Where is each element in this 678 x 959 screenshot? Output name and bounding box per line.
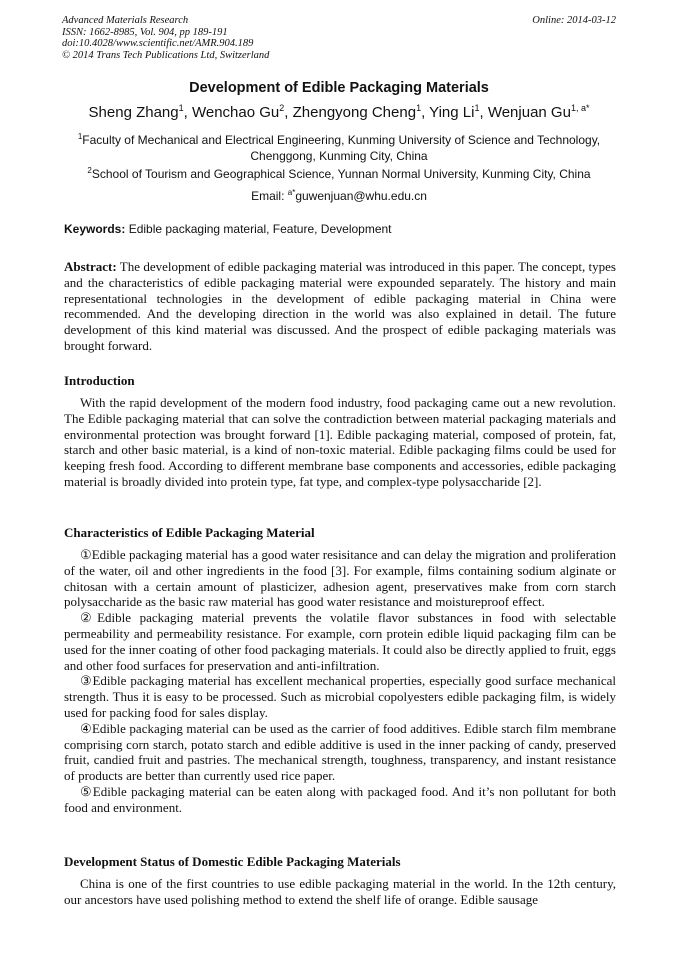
item-text: Edible packaging material prevents the volatile flavor substances in food with selectable permeability and permeability resistance. For example, corn protein edible liquid packaging film can be used for the inner coating of other food packaging materials. It could also be directly applied to fruit, eggs and other food surfaces for preservation and anti-infiltration.	[64, 610, 616, 673]
author-name: Sheng Zhang	[88, 104, 179, 121]
item-number: ①	[80, 547, 92, 562]
author-name: Zhengyong Cheng	[292, 104, 417, 121]
author-affil-sup: 1	[474, 103, 480, 113]
email-sup: a*	[287, 188, 296, 197]
keywords-label: Keywords:	[64, 222, 126, 236]
item-text: Edible packaging material can be used as the carrier of food additives. Edible starch film membrane comprising corn starch, potato starch and edible additive is used in the inner packing of candy, preserved fruit, candied fruit and pastries. The mechanical strength, toughness, transparency, and instant resistance of products are better than currently used rice paper.	[64, 720, 617, 784]
author-affil-sup: 1	[416, 103, 422, 113]
section-heading-characteristics: Characteristics of Edible Packaging Material	[64, 525, 315, 540]
journal-header	[62, 15, 616, 61]
item-number: ②	[80, 610, 98, 626]
affiliation-text: Faculty of Mechanical and Electrical Engineering, Kunming University of Science and Technology, Chenggong, Kunming City, China	[82, 133, 601, 163]
introduction-body	[64, 395, 616, 490]
paragraph: China is one of the first countries to use edible packaging material in the world. In the 12th century, our ancestors have used polishing method to extend the shelf life of orange. Edible sausage	[64, 876, 616, 907]
affiliation-text: School of Tourism and Geographical Science, Yunnan Normal University, Kunming City, China	[91, 167, 591, 181]
issn: ISSN: 1662-8985, Vol. 904, pp 189-191	[62, 26, 228, 38]
characteristics-body	[64, 547, 616, 816]
keywords	[64, 222, 616, 236]
author-list: Sheng Zhang$^1$, Wenchao Gu$^2$, Zhengyong Cheng$^1$, Ying Li$^1$, Wenjuan $Gu^{1, a*}$	[88, 103, 590, 121]
author-affil-sup: 2	[279, 103, 285, 113]
item-text: Edible packaging material can be eaten along with packaged food. And it’s non pollutant for both food and environment.	[64, 783, 616, 815]
doi[interactable]: doi:10.4028/www.scientific.net/AMR.904.189	[62, 38, 254, 50]
item-text: Edible packaging material has a good water resisitance and can delay the migration and proliferation of the water, oil and other ingredients in the food [3]. For example, films containing sodium alginate or chitosan with a certain amount of plasticizer, adhesion agent, preservatives make from corn starch polysaccharide as the basic raw material has good water resistance and moistureproof effect.	[64, 547, 616, 610]
item-number: ⑤	[80, 783, 93, 799]
author-affil-sup: 1	[178, 103, 184, 113]
email-line	[62, 188, 616, 204]
affiliation-sup: 1	[77, 132, 83, 141]
item-number: ④	[80, 720, 92, 736]
paper-title: Development of Edible Packaging Materials	[189, 80, 489, 96]
author-affil-sup: 1, a*	[570, 103, 590, 113]
list-item	[64, 610, 616, 673]
abstract-text: The development of edible packaging material was introduced in this paper. The concept, types and the characteristics of edible packaging material were expounded separately. The history and main representational technologies in the development of edible packaging material in China were recommended. And the developing direction in the world was also explained in detail. The future development of this kind material was discussed. And the prospect of edible packaging materials was brought forward.	[64, 259, 616, 353]
list-item	[64, 547, 616, 610]
domestic-body	[64, 876, 616, 908]
section-heading-introduction: Introduction	[64, 373, 135, 388]
item-text: Edible packaging material has excellent mechanical properties, especially good surface mechanical strength. Thus it is easy to be processed. Such as microbial copolyesters edible packaging film, is widely used for packing food for sales display.	[64, 673, 616, 720]
list-item	[64, 784, 616, 816]
online-date: Online: 2014-03-12	[532, 15, 616, 26]
journal-name: Advanced Materials Research	[62, 15, 189, 26]
abstract-label: Abstract:	[64, 259, 117, 274]
keywords-text: Edible packaging material, Feature, Development	[125, 222, 392, 236]
author-name: Wenjuan Gu	[487, 104, 571, 121]
email-label: Email:	[251, 189, 288, 203]
section-heading-domestic: Development Status of Domestic Edible Packaging Materials	[64, 854, 401, 869]
affiliation-sup: 2	[87, 166, 92, 175]
author-name: Ying Li	[429, 104, 475, 121]
list-item	[64, 673, 616, 720]
copyright: © 2014 Trans Tech Publications Ltd, Switzerland	[62, 49, 270, 61]
email-address[interactable]: guwenjuan@whu.edu.cn	[295, 189, 427, 203]
list-item	[64, 721, 616, 784]
item-number: ③	[80, 673, 93, 689]
abstract	[64, 259, 616, 354]
affiliation-1	[62, 132, 616, 164]
author-name: Wenchao Gu	[191, 104, 280, 121]
affiliation-2	[62, 166, 616, 182]
paragraph: With the rapid development of the modern food industry, food packaging came out a new revolution. The Edible packaging material that can solve the contradiction between material packaging materials and environmental protection was brought forward [1]. Edible packaging material, composed of protein, fat, starch and other basic material, is a kind of non-toxic material. Edible packaging films could be used for keeping fresh food. According to different membrane base components and accessories, edible packaging material is broadly divided into protein type, fat type, and complex-type polysaccharide [2].	[64, 395, 616, 489]
